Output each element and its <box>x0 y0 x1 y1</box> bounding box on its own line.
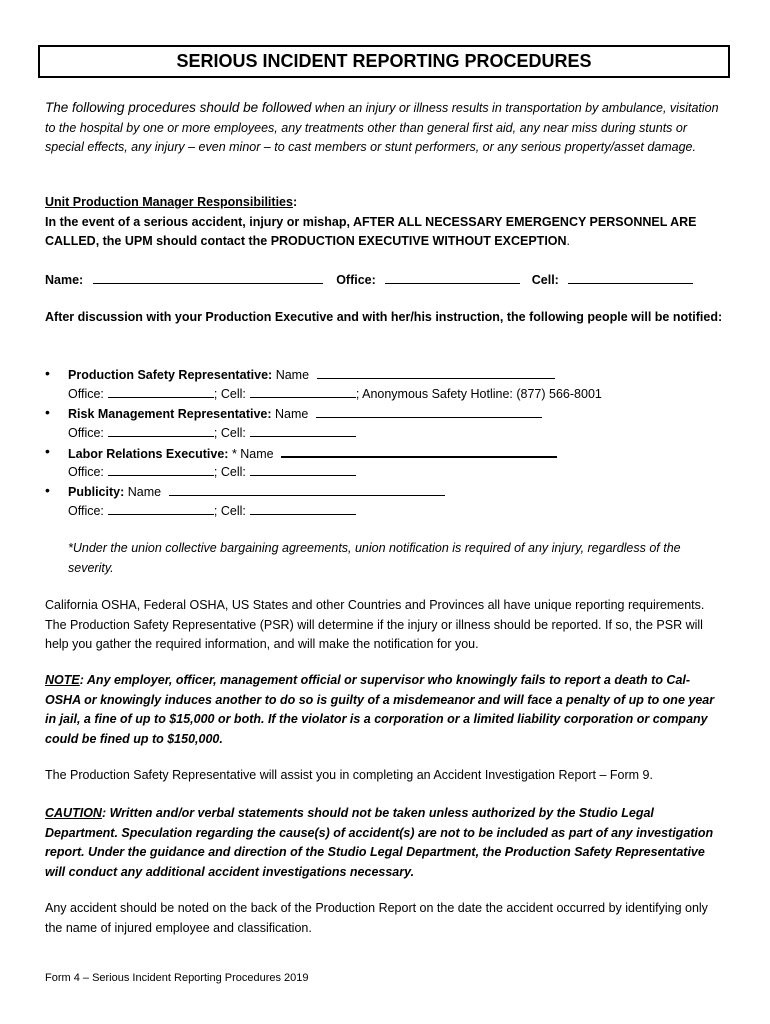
upm-heading: Unit Production Manager Responsibilities <box>45 195 293 209</box>
contact-row <box>45 270 693 291</box>
risk-line-2 <box>68 423 356 444</box>
labor-cell-line[interactable] <box>250 462 356 476</box>
publicity-office-label: Office: <box>68 504 104 518</box>
psr-assist-paragraph: The Production Safety Representative will assist you in completing an Accident Investigation Report – Form 9. <box>45 768 653 782</box>
publicity-cell-label: ; Cell: <box>213 504 246 518</box>
psr-hotline: ; Anonymous Safety Hotline: (877) 566-8001 <box>355 387 602 401</box>
document-title: SERIOUS INCIDENT REPORTING PROCEDURES <box>38 45 730 78</box>
union-note: *Under the union collective bargaining agreements, union notification is required of any injury, regardless of the severity. <box>68 541 681 575</box>
risk-line-1 <box>68 404 542 425</box>
caution-label: CAUTION <box>45 806 102 820</box>
office-label: Office: <box>336 273 376 287</box>
publicity-name-label: Name <box>124 485 162 499</box>
osha-paragraph: California OSHA, Federal OSHA, US States and other Countries and Provinces all have unique reporting requirements. The Production Safety Representative (PSR) will determine if the injury or illness should be reported. If so, the PSR will help you gather the required information, and will make the notification for you. <box>45 598 705 651</box>
psr-office-label: Office: <box>68 387 104 401</box>
cell-label: Cell: <box>531 273 559 287</box>
name-label: Name: <box>45 273 84 287</box>
labor-office-line[interactable] <box>108 462 214 476</box>
risk-office-label: Office: <box>68 426 104 440</box>
publicity-name-line[interactable] <box>169 482 445 496</box>
psr-name-line[interactable] <box>317 365 555 379</box>
risk-label: Risk Management Representative: <box>68 407 272 421</box>
upm-section <box>45 193 725 252</box>
publicity-office-line[interactable] <box>108 501 214 515</box>
publicity-line-2 <box>68 501 356 522</box>
intro-paragraph <box>45 98 725 158</box>
labor-office-label: Office: <box>68 465 104 479</box>
labor-name-line[interactable] <box>281 443 557 458</box>
discussion-paragraph: After discussion with your Production Executive and with her/his instruction, the following people will be notified: <box>45 310 723 324</box>
office-field-line[interactable] <box>385 270 520 284</box>
closing-paragraph: Any accident should be noted on the back of the Production Report on the date the accident occurred by identifying only the name of injured employee and classification. <box>45 901 708 935</box>
intro-lead: The following procedures should be followed <box>45 100 312 115</box>
psr-line-1 <box>68 365 555 386</box>
upm-heading-colon: : <box>292 195 298 209</box>
psr-office-line[interactable] <box>108 384 214 398</box>
psr-name-label: Name <box>272 368 310 382</box>
labor-line-2 <box>68 462 356 483</box>
labor-label: Labor Relations Executive: <box>68 447 229 461</box>
note-paragraph <box>45 671 725 749</box>
risk-name-line[interactable] <box>316 404 542 418</box>
bullet-labor: • <box>45 443 50 459</box>
psr-label: Production Safety Representative: <box>68 368 273 382</box>
publicity-line-1 <box>68 482 445 503</box>
cell-field-line[interactable] <box>568 270 693 284</box>
publicity-label: Publicity: <box>68 485 125 499</box>
page-footer: Form 4 – Serious Incident Reporting Procedures 2019 <box>45 972 309 984</box>
risk-cell-line[interactable] <box>250 423 356 437</box>
psr-cell-label: ; Cell: <box>213 387 246 401</box>
name-field-line[interactable] <box>93 270 323 284</box>
bullet-psr: • <box>45 365 50 381</box>
labor-name-label: * Name <box>228 447 274 461</box>
bullet-risk: • <box>45 404 50 420</box>
caution-text: : Written and/or verbal statements should not be taken unless authorized by the Studio Legal Department. Speculation regarding the cause(s) of accident(s) are not to be included as part of any investigation report. Under the guidance and direction of the Studio Legal Department, the Production Safety Representative will conduct any additional accident investigations necessary. <box>45 806 714 879</box>
psr-line-2 <box>68 384 602 405</box>
upm-text: In the event of a serious accident, injury or mishap, AFTER ALL NECESSARY EMERGENCY PERSONNEL ARE CALLED, the UPM should contact the PRODUCTION EXECUTIVE WITHOUT EXCEPTION <box>45 214 697 248</box>
risk-office-line[interactable] <box>108 423 214 437</box>
risk-cell-label: ; Cell: <box>213 426 246 440</box>
note-text: : Any employer, officer, management official or supervisor who knowingly fails to report a death to Cal-OSHA or knowingly induces another to do so is guilty of a misdemeanor and will face a penalty of up to one year in jail, a fine of up to $15,000 or both. If the violator is a corporation or a limited liability corporation or company could be fined up to $150,000. <box>45 673 715 746</box>
publicity-cell-line[interactable] <box>250 501 356 515</box>
intro-rest: when an injury or illness results in transportation by ambulance, visitation to the hospital by one or more employees, any treatments other than general first aid, any near miss during stunts or special effects, any injury – even minor – to cast members or stunt performers, or any serious property/asset damage. <box>45 101 719 154</box>
note-label: NOTE <box>45 673 80 687</box>
psr-cell-line[interactable] <box>250 384 356 398</box>
caution-paragraph <box>45 804 725 882</box>
risk-name-label: Name <box>271 407 309 421</box>
upm-text-end: . <box>566 234 571 248</box>
labor-cell-label: ; Cell: <box>213 465 246 479</box>
bullet-publicity: • <box>45 482 50 498</box>
